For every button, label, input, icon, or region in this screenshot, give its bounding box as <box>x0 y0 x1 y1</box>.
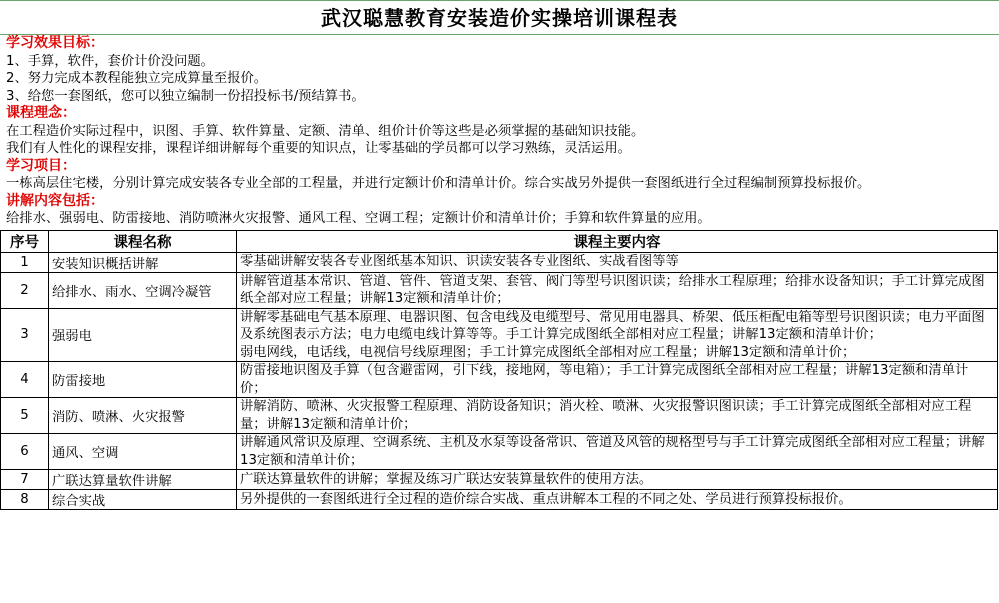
course-name: 防雷接地 <box>49 362 237 398</box>
page-title: 武汉聪慧教育安装造价实操培训课程表 <box>0 0 999 35</box>
goals-line: 3、给您一套图纸，您可以独立编制一份招投标书/预结算书。 <box>6 88 365 104</box>
course-name: 给排水、雨水、空调冷凝管 <box>49 272 237 308</box>
philosophy-line: 我们有人性化的课程安排，课程详细讲解每个重要的知识点，让零基础的学员都可以学习熟练，灵活运用。 <box>6 141 631 156</box>
course-content-paragraph: 讲解零基础电气基本原理、电器识图、包含电线及电缆型号、常见用电器具、桥架、低压柜配电箱等型号识图识读；电力平面图及系统图表示方法；电力电缆电线计算等等。手工计算完成图纸全部相对应工程量；讲解13定额和清单计价； <box>240 309 985 342</box>
row-number: 2 <box>1 272 49 308</box>
row-number: 7 <box>1 470 49 490</box>
header-course-content: 课程主要内容 <box>237 230 998 252</box>
project-section <box>0 158 999 193</box>
table-row <box>1 252 998 272</box>
course-name: 消防、喷淋、火灾报警 <box>49 398 237 434</box>
course-name: 通风、空调 <box>49 434 237 470</box>
course-content-paragraph: 广联达算量软件的讲解；掌握及练习广联达安装算量软件的使用方法。 <box>240 471 653 487</box>
table-row <box>1 308 998 362</box>
table-row <box>1 490 998 510</box>
course-content <box>237 434 998 470</box>
header-no: 序号 <box>1 230 49 252</box>
top-gridline <box>0 0 999 1</box>
table-row <box>1 272 998 308</box>
course-content-paragraph: 讲解管道基本常识、管道、管件、管道支架、套管、阀门等型号识图识读；给排水工程原理；给排水设备知识；手工计算完成图纸全部对应工程量；讲解13定额和清单计价； <box>240 273 985 306</box>
project-heading: 学习项目： <box>6 157 76 174</box>
philosophy-line: 在工程造价实际过程中，识图、手算、软件算量、定额、清单、组价计价等这些是必须掌握的基础知识技能。 <box>6 123 645 139</box>
course-content-paragraph: 另外提供的一套图纸进行全过程的造价综合实战、重点讲解本工程的不同之处、学员进行预算投标报价。 <box>240 491 852 507</box>
course-content-paragraph: 防雷接地识图及手算（包含避雷网，引下线，接地网，等电箱）；手工计算完成图纸全部相对应工程量；讲解13定额和清单计价； <box>240 363 969 396</box>
course-name: 广联达算量软件讲解 <box>49 470 237 490</box>
philosophy-section <box>0 105 999 158</box>
course-content <box>237 252 998 272</box>
course-content <box>237 362 998 398</box>
course-content <box>237 490 998 510</box>
course-content-paragraph: 零基础讲解安装各专业图纸基本知识、识读安装各专业图纸、实战看图等等 <box>240 254 679 270</box>
row-number: 5 <box>1 398 49 434</box>
row-number: 8 <box>1 490 49 510</box>
course-content-paragraph: 弱电网线，电话线，电视信号线原理图；手工计算完成图纸全部相对应工程量；讲解13定额和清单计价； <box>240 344 856 360</box>
content-line: 给排水、强弱电、防雷接地、消防喷淋火灾报警、通风工程、空调工程；定额计价和清单计价；手算和软件算量的应用。 <box>6 211 711 226</box>
goals-line: 2、努力完成本教程能独立完成算量至报价。 <box>6 71 268 86</box>
goals-heading: 学习效果目标： <box>6 35 104 51</box>
table-row <box>1 398 998 434</box>
course-content <box>237 398 998 434</box>
content-heading: 讲解内容包括： <box>6 192 104 209</box>
course-name: 安装知识概括讲解 <box>49 252 237 272</box>
row-number: 4 <box>1 362 49 398</box>
course-content <box>237 470 998 490</box>
content-section <box>0 193 999 230</box>
project-line: 一栋高层住宅楼，分别计算完成安装各专业全部的工程量，并进行定额计价和清单计价。综合实战另外提供一套图纸进行全过程编制预算投标报价。 <box>6 176 871 191</box>
goals-line: 1、手算，软件，套价计价没问题。 <box>6 53 214 69</box>
row-number: 3 <box>1 308 49 362</box>
table-row <box>1 362 998 398</box>
course-name: 强弱电 <box>49 308 237 362</box>
table-row <box>1 434 998 470</box>
table-row <box>1 470 998 490</box>
course-content <box>237 308 998 362</box>
philosophy-heading: 课程理念： <box>6 105 76 121</box>
course-content-paragraph: 讲解通风常识及原理、空调系统、主机及水泵等设备常识、管道及风管的规格型号与手工计算完成图纸全部相对应工程量；讲解13定额和清单计价； <box>240 435 985 468</box>
table-header-row <box>1 230 998 252</box>
goals-section <box>0 35 999 105</box>
course-table <box>0 230 998 511</box>
header-course-name: 课程名称 <box>49 230 237 252</box>
row-number: 1 <box>1 252 49 272</box>
row-number: 6 <box>1 434 49 470</box>
course-content-paragraph: 讲解消防、喷淋、火灾报警工程原理、消防设备知识；消火栓、喷淋、火灾报警识图识读；手工计算完成图纸全部相对应工程量；讲解13定额和清单计价； <box>240 399 972 432</box>
course-name: 综合实战 <box>49 490 237 510</box>
course-content <box>237 272 998 308</box>
